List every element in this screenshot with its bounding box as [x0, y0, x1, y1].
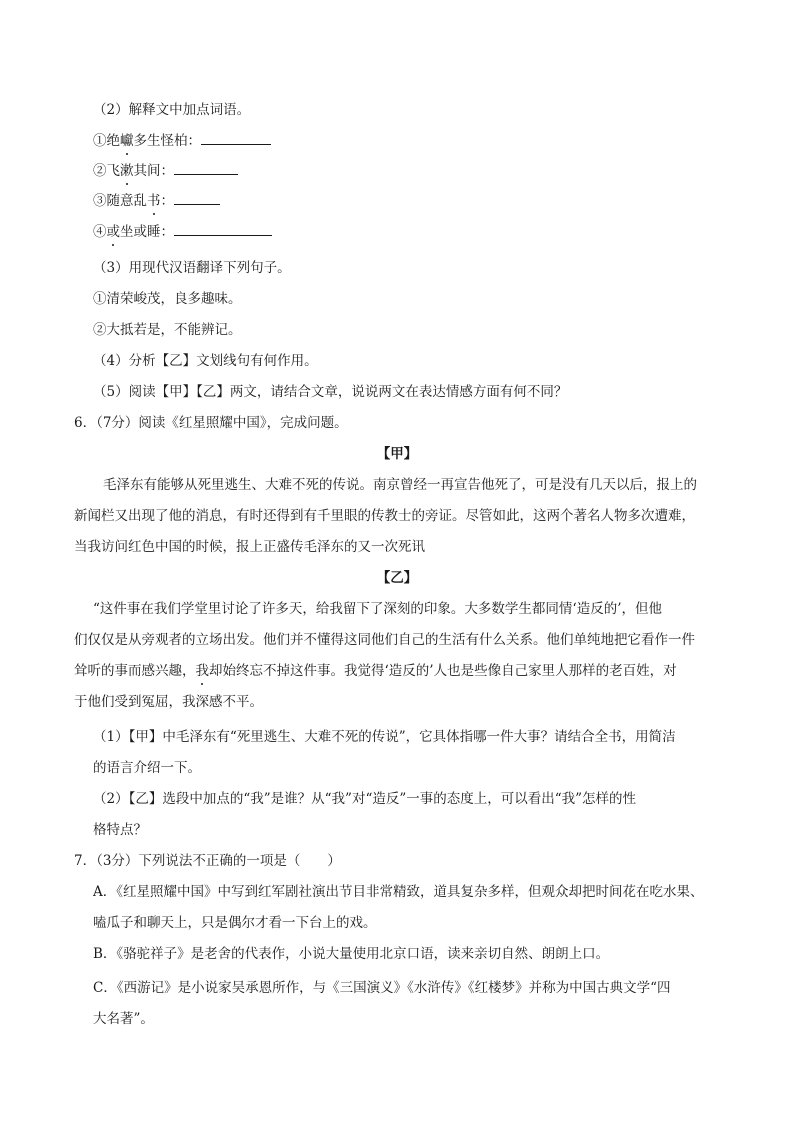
q7-option-b: B．《骆驼祥子》是老舍的代表作，小说大量使用北京口语，读来亲切自然、朗朗上口。: [93, 946, 610, 962]
q6-sub1-line-2: 的语言介绍一下。: [93, 760, 201, 776]
passage-yi-line-4: 于他们受到冤屈，我深感不平。: [74, 694, 263, 710]
q5-item-3: ③随意乱书：: [93, 190, 220, 211]
q5-sentence-1: ①清荣峻茂，良多趣味。: [93, 291, 242, 307]
q7-heading: 7．（3分）下列说法不正确的一项是（ ）: [74, 853, 341, 869]
q6-sub2-line-1: （2）【乙】选段中加点的“我”是谁？从“我”对“造反”一事的态度上，可以看出“我”怎样的性: [93, 791, 637, 807]
passage-yi-title: 【乙】: [376, 570, 418, 586]
q7-option-c-line-1: C．《西游记》是小说家吴承恩所作，与《三国演义》《水浒传》《红楼梦》并称为中国古典文学“四: [93, 980, 671, 996]
q5-item-2: ②飞漱其间：: [93, 160, 238, 181]
q5-sub5: （5）阅读【甲】【乙】两文，请结合文章，说说两文在表达情感方面有何不同？: [93, 384, 568, 400]
answer-blank-4[interactable]: [174, 221, 272, 236]
q5-item-4: ④或坐或睡：: [93, 221, 272, 242]
passage-yi-line-1: “这件事在我们学堂里讨论了许多天，给我留下了深刻的印象。大多数学生都同情‘造反的’，但他: [93, 601, 662, 617]
answer-blank-3[interactable]: [174, 190, 220, 205]
passage-jia-line-1: 毛泽东有能够从死里逃生、大难不死的传说。南京曾经一再宣告他死了，可是没有几天以后，报上的: [103, 477, 697, 493]
dotted-wo: 我: [195, 663, 209, 679]
q6-sub1-line-1: （1）【甲】中毛泽东有“死里逃生、大难不死的传说”，它具体指哪一件大事？请结合全书，用简洁: [93, 729, 676, 745]
q5-sub2: （2）解释文中加点词语。: [93, 102, 251, 118]
passage-yi-line-2: 们仅仅是从旁观者的立场出发。他们并不懂得这同他们自己的生活有什么关系。他们单纯地把它看作一件: [74, 632, 695, 648]
passage-yi-line-3: 耸听的事而感兴趣，我却始终忘不掉这件事。我觉得‘造反的’人也是些像自己家里人那样的老百姓，对: [74, 663, 677, 679]
q5-sub4: （4）分析【乙】文划线句有何作用。: [93, 353, 318, 369]
q7-option-c-line-2: 大名著”。: [93, 1011, 154, 1027]
q6-sub2-line-2: 格特点？: [93, 822, 147, 838]
passage-jia-line-2: 新闻栏又出现了他的消息，有时还得到有千里眼的传教士的旁证。尽管如此，这两个著名人物多次遭难，: [74, 508, 695, 524]
passage-jia-title: 【甲】: [376, 446, 418, 462]
answer-blank-1[interactable]: [201, 130, 271, 145]
passage-jia-line-3: 当我访问红色中国的时候，报上正盛传毛泽东的又一次死讯: [74, 539, 425, 555]
answer-blank-2[interactable]: [174, 160, 238, 175]
q5-sub3: （3）用现代汉语翻译下列句子。: [93, 260, 291, 276]
q6-heading: 6．（7分）阅读《红星照耀中国》，完成问题。: [74, 415, 348, 431]
q5-item-1: ①绝巘多生怪柏：: [93, 130, 271, 151]
q7-option-a-line-2: 嗑瓜子和聊天上，只是偶尔才看一下台上的戏。: [93, 915, 377, 931]
q7-option-a-line-1: A．《红星照耀中国》中写到红军剧社演出节目非常精致，道具复杂多样，但观众却把时间花在吃水果、: [93, 884, 704, 900]
q5-sentence-2: ②大抵若是，不能辨记。: [93, 322, 242, 338]
